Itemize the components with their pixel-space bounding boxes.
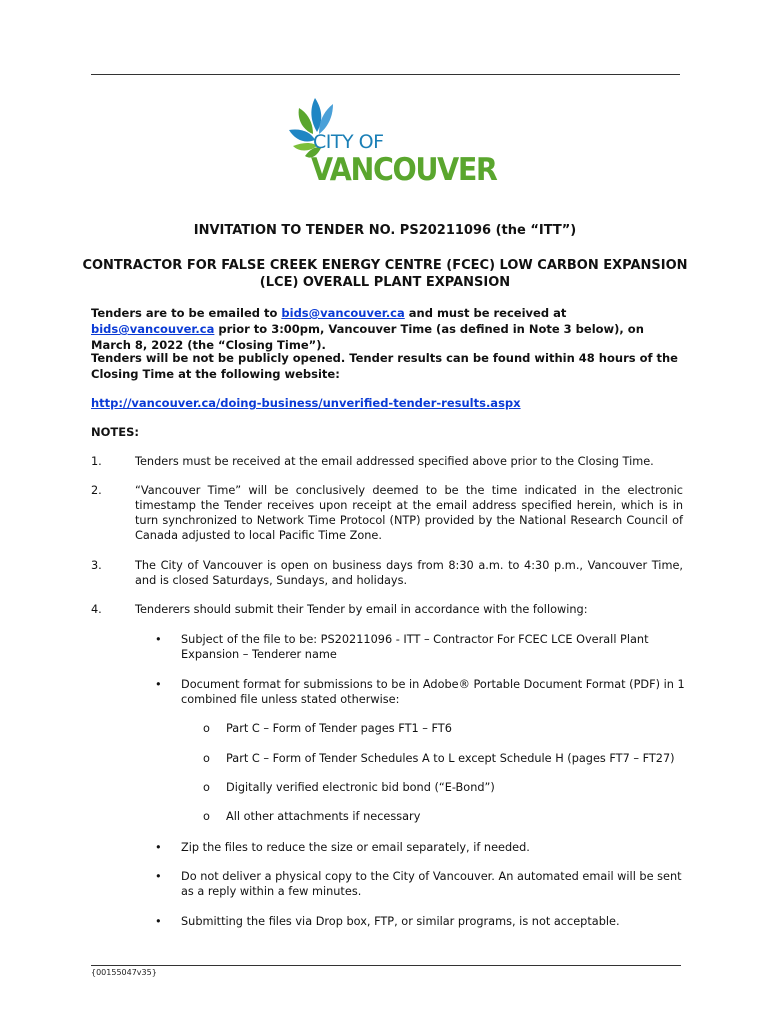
note-number: 2. <box>91 484 102 497</box>
notes-heading: NOTES: <box>91 425 139 439</box>
sub-bullet-marker: o <box>203 722 210 735</box>
sub-item-4 <box>203 809 683 824</box>
sub-item-2 <box>203 751 683 766</box>
sub-item-text: Part C – Form of Tender pages FT1 – FT6 <box>226 722 452 735</box>
note-3 <box>91 558 683 588</box>
sub-item-text: Digitally verified electronic bid bond (“E-Bond”) <box>226 781 495 794</box>
bullet-item-2 <box>155 677 685 707</box>
intro-text-2: and must be received at <box>404 306 567 320</box>
bullet-marker: • <box>155 915 162 928</box>
logo-vancouver-text: VANCOUVER <box>311 152 497 188</box>
results-paragraph: Tenders will be not be publicly opened. Tender results can be found within 48 hours of the Closing Time at the following website: <box>91 351 678 381</box>
bullet-text: Document format for submissions to be in Adobe® Portable Document Format (PDF) in 1 combined file unless stated otherwise: <box>181 678 685 706</box>
email-link-1[interactable]: bids@vancouver.ca <box>281 306 405 320</box>
note-2 <box>91 483 683 543</box>
results-url-link[interactable]: http://vancouver.ca/doing-business/unverified-tender-results.aspx <box>91 396 521 410</box>
intro-text-3: prior to 3:00pm, Vancouver Time (as defined in Note 3 below), on March 8, 2022 (the “Closing Time”). <box>91 322 644 352</box>
results-url-paragraph <box>91 395 681 411</box>
bullet-marker: • <box>155 633 162 646</box>
bullet-item-4 <box>155 869 685 899</box>
note-number: 4. <box>91 603 102 616</box>
note-number: 1. <box>91 455 102 468</box>
sub-item-text: All other attachments if necessary <box>226 810 421 823</box>
bullet-text: Subject of the file to be: PS20211096 - ITT – Contractor For FCEC LCE Overall Plant Expansion – Tenderer name <box>181 633 649 661</box>
intro-text-1: Tenders are to be emailed to <box>91 306 282 320</box>
note-text: “Vancouver Time” will be conclusively deemed to be the time indicated in the electronic timestamp the Tender receives upon receipt at the email address specified herein, which is in turn synchronized to Network Time Protocol (NTP) provided by the National Research Council of Canada adjusted to local Pacific Time Zone. <box>135 484 683 542</box>
sub-item-3 <box>203 780 683 795</box>
sub-bullet-marker: o <box>203 810 210 823</box>
note-1 <box>91 454 683 469</box>
document-title: INVITATION TO TENDER NO. PS20211096 (the “ITT”) <box>193 223 577 238</box>
sub-bullet-marker: o <box>203 781 210 794</box>
note-text: The City of Vancouver is open on business days from 8:30 a.m. to 4:30 p.m., Vancouver Time, and is closed Saturdays, Sundays, and holidays. <box>135 559 683 587</box>
sub-item-text: Part C – Form of Tender Schedules A to L except Schedule H (pages FT7 – FT27) <box>226 752 675 765</box>
note-text: Tenderers should submit their Tender by email in accordance with the following: <box>135 603 588 616</box>
intro-paragraph <box>91 305 681 353</box>
document-id-footer: {00155047v35} <box>91 968 157 977</box>
document-subtitle: CONTRACTOR FOR FALSE CREEK ENERGY CENTRE (FCEC) LOW CARBON EXPANSION (LCE) OVERALL PLANT EXPANSION <box>82 258 688 290</box>
bullet-marker: • <box>155 841 162 854</box>
sub-item-1 <box>203 721 683 736</box>
bullet-item-1 <box>155 632 685 662</box>
bullet-marker: • <box>155 870 162 883</box>
note-number: 3. <box>91 559 102 572</box>
bullet-item-3 <box>155 840 685 855</box>
bullet-item-5 <box>155 914 685 929</box>
note-4 <box>91 602 683 617</box>
bullet-text: Submitting the files via Drop box, FTP, or similar programs, is not acceptable. <box>181 915 620 928</box>
bullet-marker: • <box>155 678 162 691</box>
logo-city-of-text: CITY OF <box>313 131 384 153</box>
footer-rule <box>91 965 681 966</box>
sub-bullet-marker: o <box>203 752 210 765</box>
bullet-text: Do not deliver a physical copy to the City of Vancouver. An automated email will be sent as a reply within a few minutes. <box>181 870 682 898</box>
top-rule <box>91 74 680 75</box>
bullet-text: Zip the files to reduce the size or email separately, if needed. <box>181 841 530 854</box>
email-link-2[interactable]: bids@vancouver.ca <box>91 322 215 336</box>
note-text: Tenders must be received at the email addressed specified above prior to the Closing Time. <box>135 455 654 468</box>
